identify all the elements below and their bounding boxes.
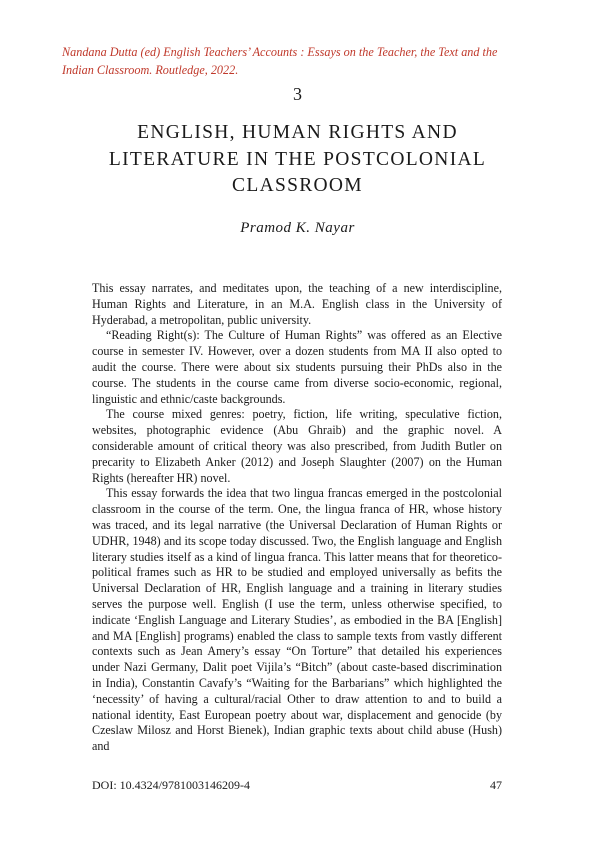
paragraph: “Reading Right(s): The Culture of Human Rights” was offered as an Elective course in semester IV. However, over a dozen students from MA II also opted to audit the course. There were about six students pursuing their PhDs also in the course. The students in the course came from diverse socio-economic, regional, linguistic and ethnic/caste backgrounds. (92, 328, 502, 406)
page-number: 47 (490, 778, 502, 792)
author-name: Pramod K. Nayar (240, 220, 355, 236)
paragraph: This essay narrates, and meditates upon, the teaching of a new interdiscipline, Human Rights and Literature, in an M.A. English class in the University of Hyderabad, a metropolitan, public university. (92, 281, 502, 327)
chapter-title: ENGLISH, HUMAN RIGHTS AND LITERATURE IN THE POSTCOLONIAL CLASSROOM (108, 122, 487, 196)
body-text (92, 281, 502, 755)
paragraph: The course mixed genres: poetry, fiction, life writing, speculative fiction, websites, photographic evidence (Abu Ghraib) and the graphic novel. A considerable amount of critical theory was also prescribed, from Judith Butler on precarity to Elizabeth Anker (2012) and Joseph Slaughter (2007) on the Human Rights (hereafter HR) novel. (92, 407, 502, 485)
paragraph: This essay forwards the idea that two lingua francas emerged in the postcolonial classroom in the course of the term. One, the lingua franca of HR, whose history was traced, and its legal narrative (the Universal Declaration of Human Rights or UDHR, 1948) and its scope today discussed. Two, the English language and English literary studies itself as a kind of lingua franca. This latter means that for theoretico-political frames such as HR to be studied and employed universally as befits the Universal Declaration of HR, English language and a training in literary studies serves the purpose well. English (I use the term, unless otherwise specified, to indicate ‘English Language and Literary Studies’, as embodied in the BA [English] and MA [English] programs) enabled the class to sample texts from vastly different contexts such as Jean Amery’s essay “On Torture” that detailed his experiences under Nazi Germany, Dalit poet Vijila’s “Bitch” (about caste-based discrimination in India), Constantin Cavafy’s “Waiting for the Barbarians” which highlighted the ‘necessity’ of having a cultural/racial Other to draw attention to and to build a national identity, East European poetry about war, displacement and genocide (by Czeslaw Milosz and Horst Bienek), Indian graphic texts about child abuse (Hush) and (92, 486, 502, 754)
doi: DOI: 10.4324/9781003146209-4 (92, 778, 250, 792)
source-note: Nandana Dutta (ed) English Teachers’ Accounts : Essays on the Teacher, the Text and the Indian Classroom. Routledge, 2022. (62, 45, 498, 77)
chapter-number: 3 (293, 84, 302, 104)
page-footer (92, 778, 502, 793)
